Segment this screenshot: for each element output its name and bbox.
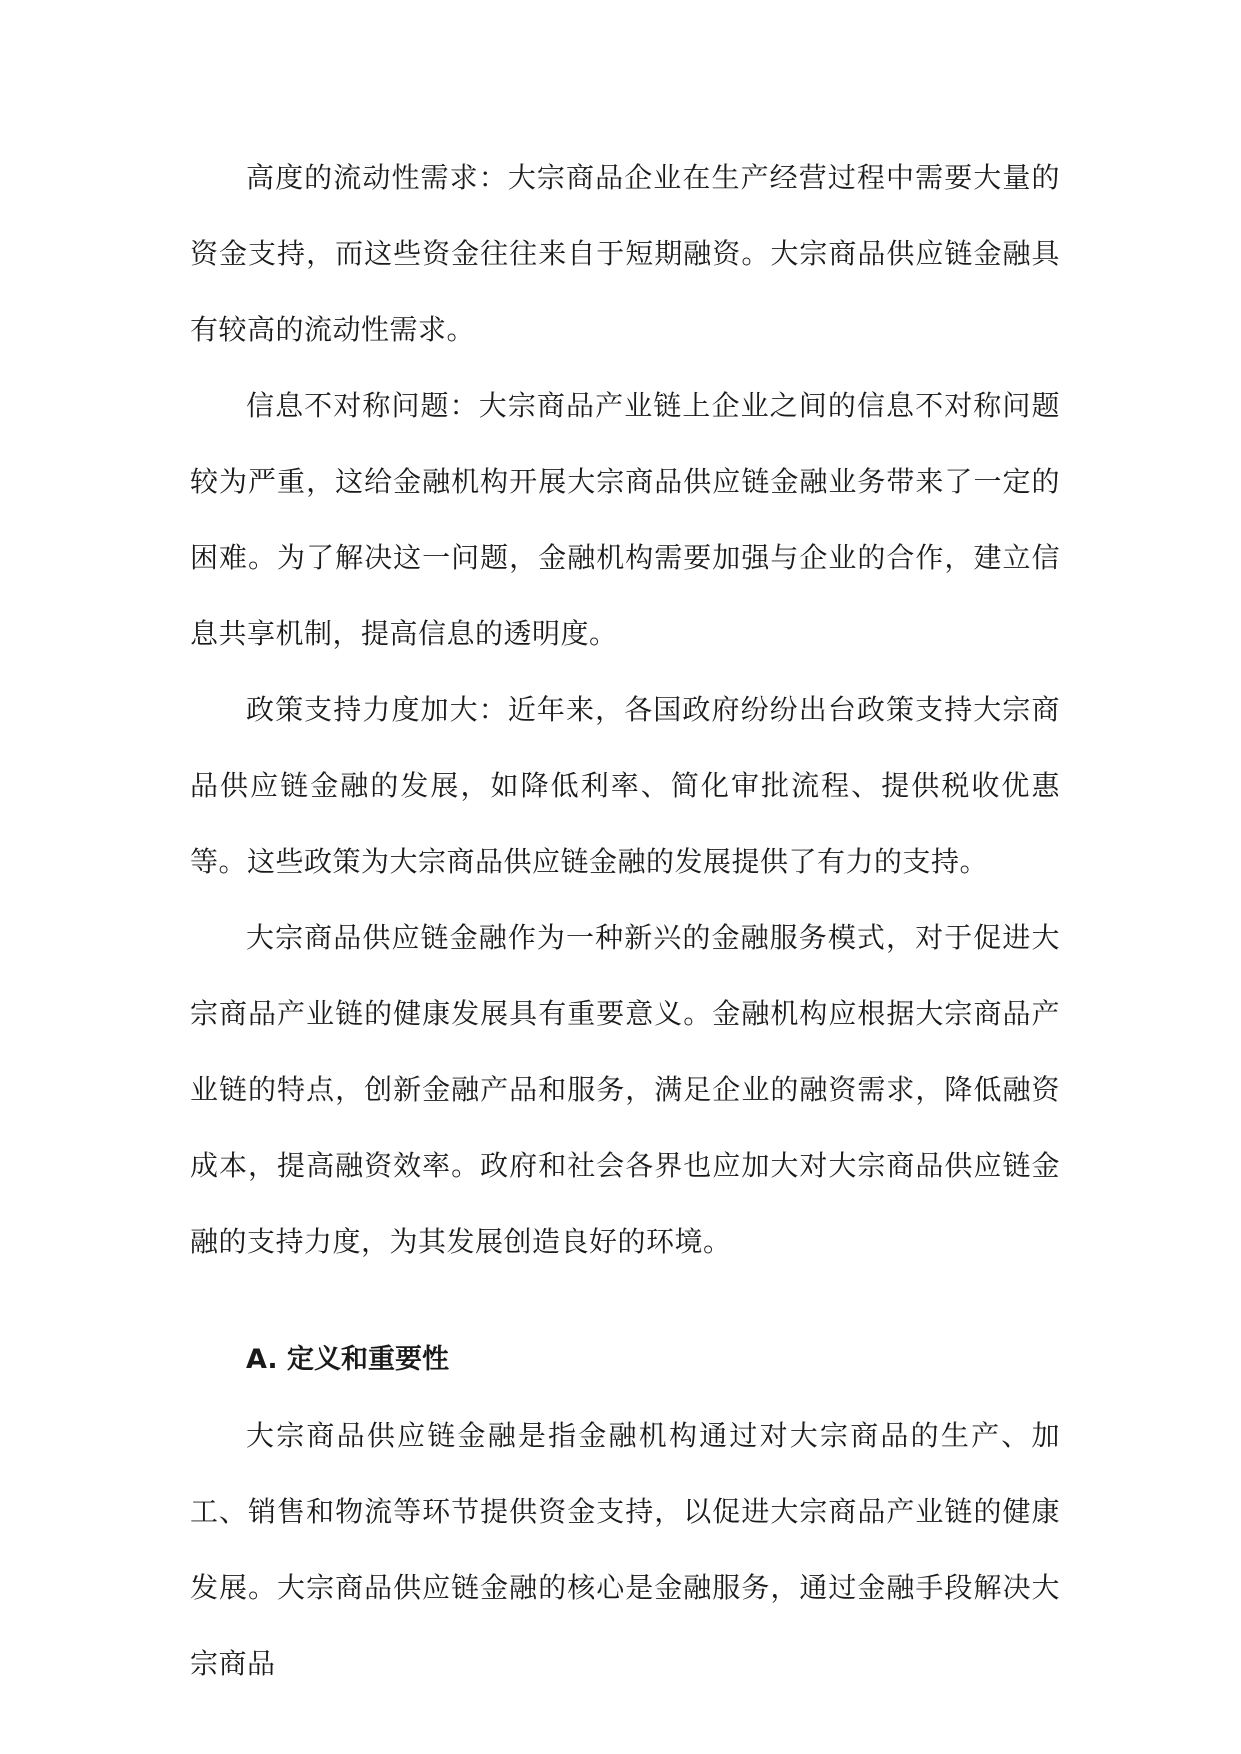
paragraph-summary: 大宗商品供应链金融作为一种新兴的金融服务模式，对于促进大宗商品产业链的健康发展具有重要意义。金融机构应根据大宗商品产业链的特点，创新金融产品和服务，满足企业的融资需求，降低融资成本，提高融资效率。政府和社会各界也应加大对大宗商品供应链金融的支持力度，为其发展创造良好的环境。 <box>190 921 1060 1258</box>
paragraph-policy-support: 政策支持力度加大：近年来，各国政府纷纷出台政策支持大宗商品供应链金融的发展，如降低利率、简化审批流程、提供税收优惠等。这些政策为大宗商品供应链金融的发展提供了有力的支持。 <box>190 693 1060 878</box>
paragraph-definition: 大宗商品供应链金融是指金融机构通过对大宗商品的生产、加工、销售和物流等环节提供资金支持，以促进大宗商品产业链的健康发展。大宗商品供应链金融的核心是金融服务，通过金融手段解决大宗商品 <box>190 1419 1060 1680</box>
paragraph-liquidity: 高度的流动性需求：大宗商品企业在生产经营过程中需要大量的资金支持，而这些资金往往来自于短期融资。大宗商品供应链金融具有较高的流动性需求。 <box>190 161 1060 346</box>
paragraph-information-asymmetry: 信息不对称问题：大宗商品产业链上企业之间的信息不对称问题较为严重，这给金融机构开展大宗商品供应链金融业务带来了一定的困难。为了解决这一问题，金融机构需要加强与企业的合作，建立信息共享机制，提高信息的透明度。 <box>190 389 1060 650</box>
section-heading: A. 定义和重要性 <box>246 1344 450 1375</box>
document-body <box>190 140 1060 1702</box>
